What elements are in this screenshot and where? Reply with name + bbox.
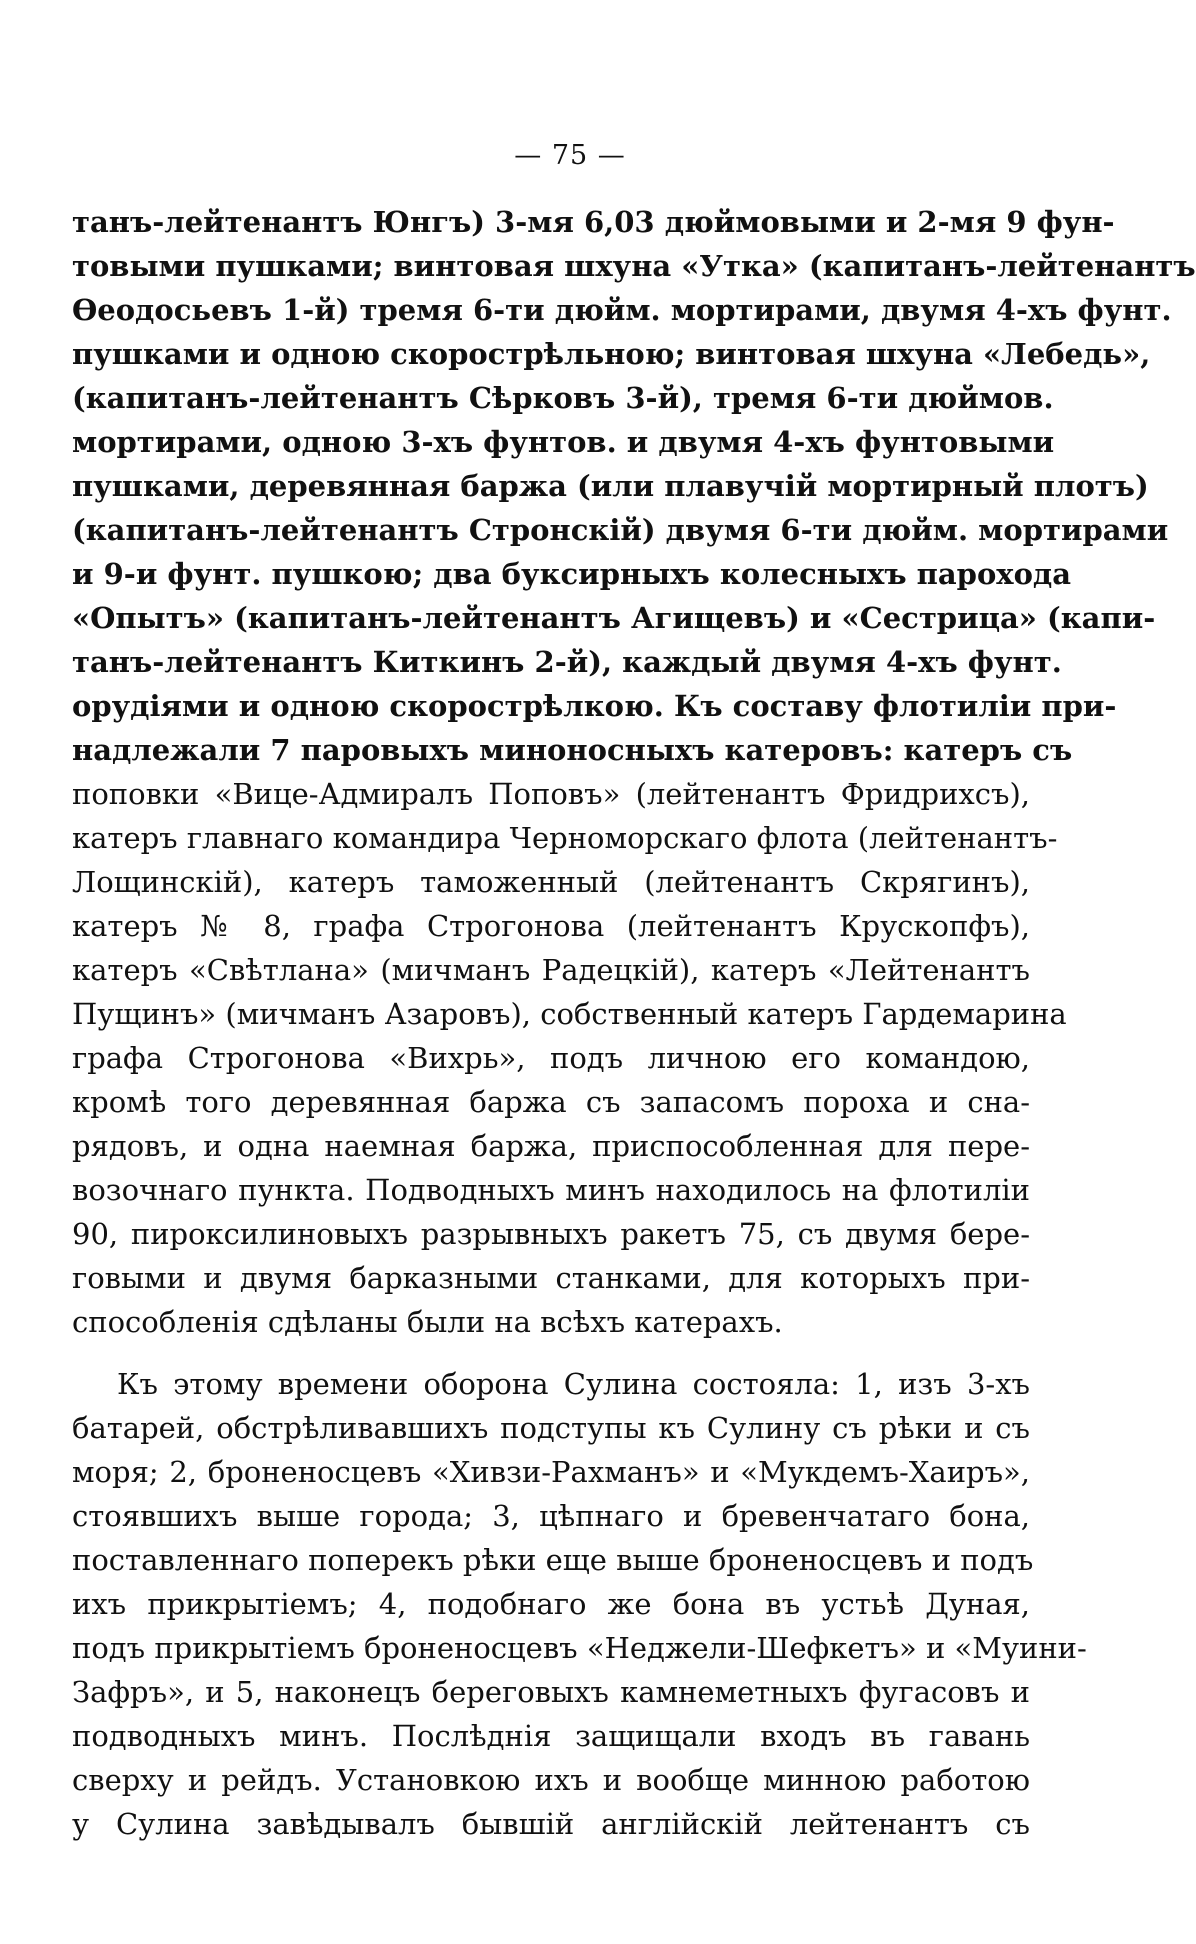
text-line: катеръ главнаго командира Черноморскаго флота (лейтенантъ-: [72, 821, 1058, 855]
text-line: батарей, обстрѣливавшихъ подступы къ Сулину съ рѣки и съ: [72, 1411, 1030, 1445]
text-line: танъ-лейтенантъ Юнгъ) 3-мя 6,03 дюймовыми и 2-мя 9 фун-: [72, 205, 1115, 239]
text-line: (капитанъ-лейтенантъ Сѣрковъ 3-й), тремя 6-ти дюймов.: [72, 381, 1054, 415]
text-line: орудіями и одною скорострѣлкою. Къ составу флотиліи при-: [72, 689, 1117, 723]
text-line: поставленнаго поперекъ рѣки еще выше броненосцевъ и подъ: [72, 1543, 1034, 1577]
paragraph-2: [72, 1362, 1087, 1846]
body-text: [72, 200, 1196, 1846]
text-line: говыми и двумя барказными станками, для которыхъ при-: [72, 1261, 1030, 1295]
text-line: возочнаго пункта. Подводныхъ минъ находилось на флотиліи: [72, 1173, 1030, 1207]
text-line: катеръ № 8, графа Строгонова (лейтенантъ Крускопфъ),: [72, 909, 1030, 943]
text-line: графа Строгонова «Вихрь», подъ личною его командою,: [72, 1041, 1030, 1075]
text-line: подъ прикрытіемъ броненосцевъ «Неджели-Шефкетъ» и «Муини-: [72, 1631, 1087, 1665]
text-line: Ѳеодосьевъ 1-й) тремя 6-ти дюйм. мортирами, двумя 4-хъ фунт.: [72, 293, 1172, 327]
text-line: подводныхъ минъ. Послѣднія защищали входъ въ гавань: [72, 1719, 1030, 1753]
text-line: Зафръ», и 5, наконецъ береговыхъ камнеметныхъ фугасовъ и: [72, 1675, 1030, 1709]
text-line: кромѣ того деревянная баржа съ запасомъ пороха и сна-: [72, 1085, 1030, 1119]
text-line: Лощинскій), катеръ таможенный (лейтенантъ Скрягинъ),: [72, 865, 1030, 899]
text-line: способленія сдѣланы были на всѣхъ катерахъ.: [72, 1305, 783, 1339]
text-line: танъ-лейтенантъ Киткинъ 2-й), каждый двумя 4-хъ фунт.: [72, 645, 1062, 679]
text-line: рядовъ, и одна наемная баржа, приспособленная для пере-: [72, 1129, 1030, 1163]
text-line: «Опытъ» (капитанъ-лейтенантъ Агищевъ) и «Сестрица» (капи-: [72, 601, 1156, 635]
text-line: у Сулина завѣдывалъ бывшій англійскій лейтенантъ съ: [72, 1807, 1030, 1841]
text-line: (капитанъ-лейтенантъ Стронскій) двумя 6-ти дюйм. мортирами: [72, 513, 1169, 547]
text-line: пушками, деревянная баржа (или плавучій мортирный плотъ): [72, 469, 1149, 503]
text-line: ихъ прикрытіемъ; 4, подобнаго же бона въ устьѣ Дуная,: [72, 1587, 1030, 1621]
text-line: моря; 2, броненосцевъ «Хивзи-Рахманъ» и «Мукдемъ-Хаиръ»,: [72, 1455, 1030, 1489]
text-line: 90, пироксилиновыхъ разрывныхъ ракетъ 75, съ двумя бере-: [72, 1217, 1030, 1251]
page-number: — 75 —: [514, 140, 626, 171]
text-line: пушками и одною скорострѣльною; винтовая шхуна «Лебедь»,: [72, 337, 1151, 371]
text-line: товыми пушками; винтовая шхуна «Утка» (капитанъ-лейтенантъ: [72, 249, 1196, 283]
text-line: Къ этому времени оборона Сулина состояла: 1, изъ 3-хъ: [117, 1367, 1030, 1401]
text-line: и 9-и фунт. пушкою; два буксирныхъ колесныхъ парохода: [72, 557, 1072, 591]
text-line: Пущинъ» (мичманъ Азаровъ), собственный катеръ Гардемарина: [72, 997, 1067, 1031]
text-line: мортирами, одною 3-хъ фунтов. и двумя 4-хъ фунтовыми: [72, 425, 1055, 459]
text-line: надлежали 7 паровыхъ миноносныхъ катеровъ: катеръ съ: [72, 733, 1073, 767]
paragraph-1: [72, 200, 1196, 1344]
text-line: сверху и рейдъ. Установкою ихъ и вообще минною работою: [72, 1763, 1030, 1797]
text-line: поповки «Вице-Адмиралъ Поповъ» (лейтенантъ Фридрихсъ),: [72, 777, 1030, 811]
text-line: стоявшихъ выше города; 3, цѣпнаго и бревенчатаго бона,: [72, 1499, 1030, 1533]
text-line: катеръ «Свѣтлана» (мичманъ Радецкій), катеръ «Лейтенантъ: [72, 953, 1030, 987]
